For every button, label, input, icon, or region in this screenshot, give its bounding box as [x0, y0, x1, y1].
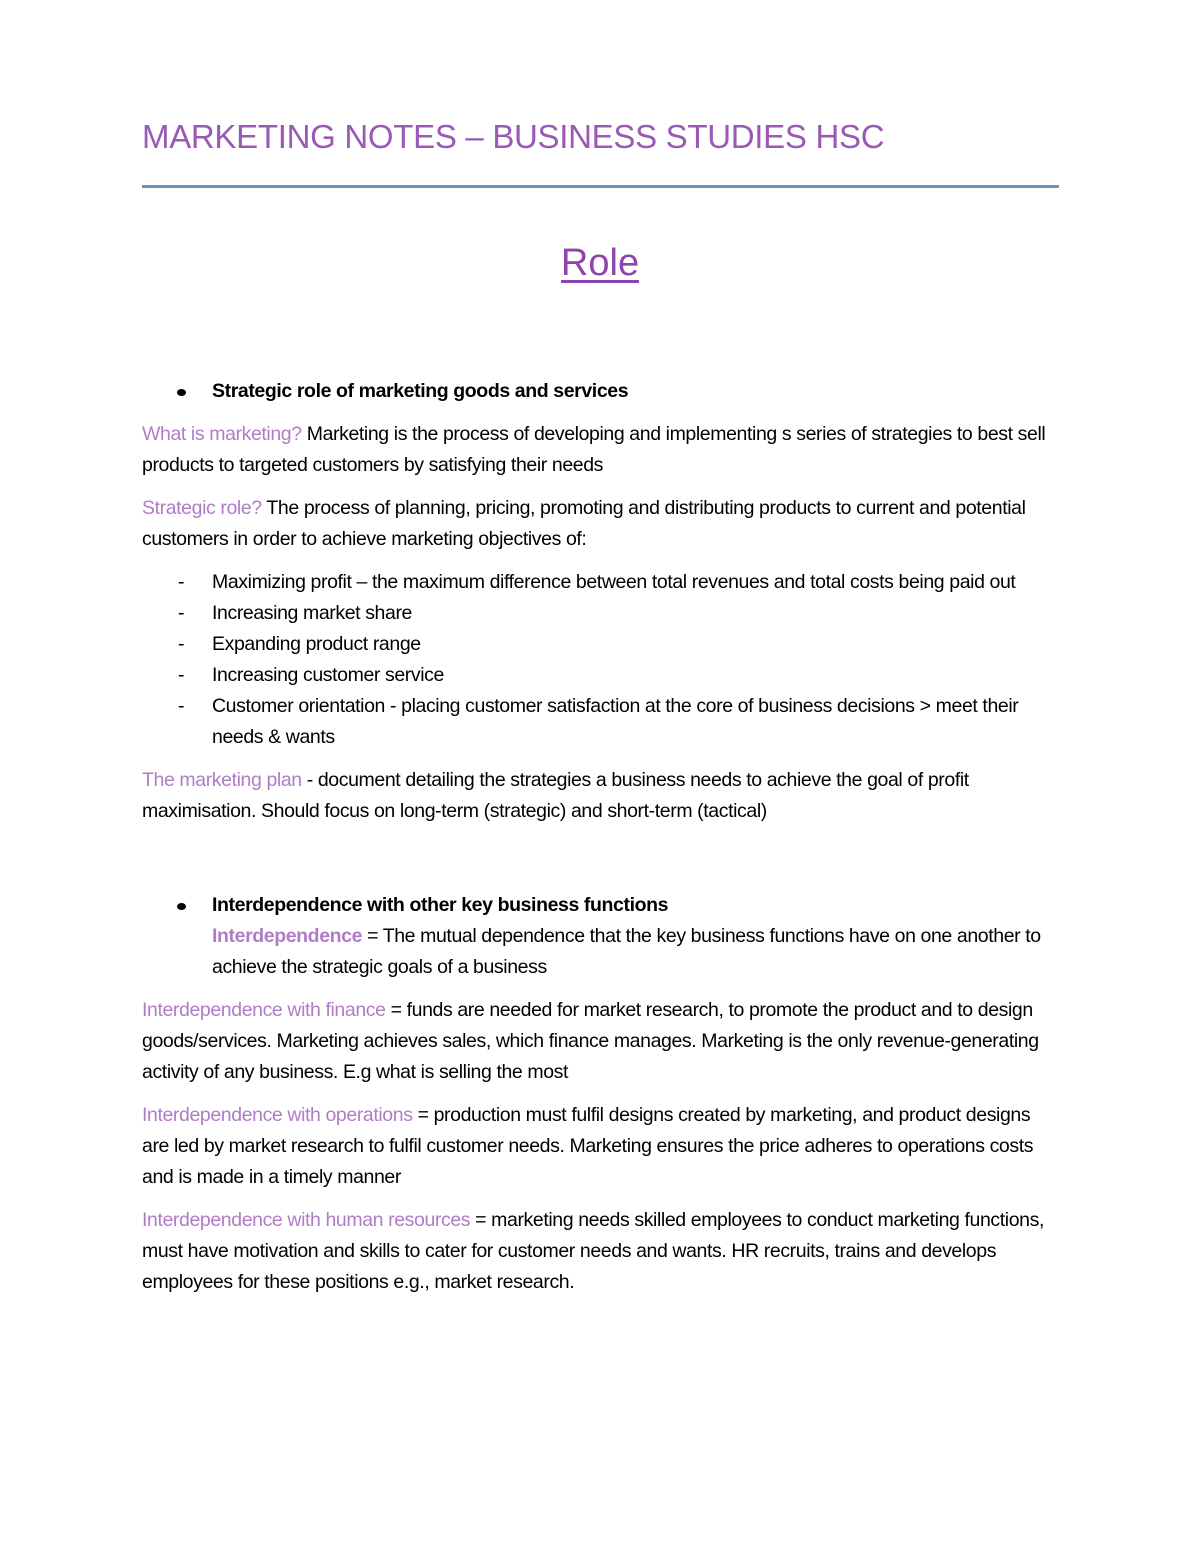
dash-icon: - — [178, 571, 185, 593]
document-title: MARKETING NOTES – BUSINESS STUDIES HSC — [142, 118, 885, 155]
paragraph-interdependence-operations — [142, 1100, 1057, 1193]
term-text: The process of planning, pricing, promoting and distributing products to current and potential customers in order to achieve marketing objectives of: — [142, 497, 1026, 550]
term-label: Interdependence with finance — [142, 999, 386, 1021]
term-text: Marketing is the process of developing and implementing s series of strategies to best sell products to targeted customers by satisfying their needs — [142, 423, 1046, 476]
paragraph-marketing-plan — [142, 765, 1057, 827]
list-item — [142, 567, 1057, 598]
bullet-heading-label: Interdependence with other key business functions — [212, 894, 669, 916]
term-label: Strategic role? — [142, 497, 262, 519]
list-item — [142, 598, 1057, 629]
bullet-heading-strategic — [142, 376, 1057, 407]
list-item-text: Increasing market share — [212, 602, 412, 624]
objectives-list — [142, 567, 1057, 753]
bullet-icon — [177, 903, 186, 910]
bullet-heading-label: Strategic role of marketing goods and services — [212, 380, 629, 402]
dash-icon: - — [178, 633, 185, 655]
list-item — [142, 691, 1057, 753]
paragraph-interdependence-finance — [142, 995, 1057, 1088]
list-item-text: Increasing customer service — [212, 664, 444, 686]
bullet-heading-interdependence — [142, 890, 1057, 921]
term-text: = production must fulfil designs created by marketing, and product designs are led by market research to fulfil customer needs. Marketing ensures the price adheres to operations costs and is made in a timely manner — [142, 1104, 1034, 1188]
bullet-icon — [177, 389, 186, 396]
list-item-text: Customer orientation - placing customer satisfaction at the core of business decisions > meet their needs & wants — [212, 695, 1019, 748]
paragraph-interdependence-definition — [142, 921, 1057, 983]
term-text: - document detailing the strategies a business needs to achieve the goal of profit maximisation. Should focus on long-term (strategic) and short-term (tactical) — [142, 769, 969, 822]
dash-icon: - — [178, 695, 185, 717]
term-text: = funds are needed for market research, to promote the product and to design goods/services. Marketing achieves sales, which finance manages. Marketing is the only revenue-generating activity of any business. E.g what is selling the most — [142, 999, 1039, 1083]
title-divider — [142, 185, 1059, 188]
term-text: = The mutual dependence that the key business functions have on one another to achieve the strategic goals of a business — [212, 925, 1041, 978]
document-body — [142, 376, 1057, 1298]
term-label: Interdependence — [212, 925, 363, 947]
list-item — [142, 629, 1057, 660]
paragraph-interdependence-hr — [142, 1205, 1057, 1298]
dash-icon: - — [178, 664, 185, 686]
term-text: = marketing needs skilled employees to conduct marketing functions, must have motivation and skills to cater for customer needs and wants. HR recruits, trains and develops employees for these positions e.g., market research. — [142, 1209, 1044, 1293]
paragraph-strategic-role — [142, 493, 1057, 555]
section-heading: Role — [560, 242, 640, 284]
term-label: Interdependence with human resources — [142, 1209, 471, 1231]
list-item-text: Maximizing profit – the maximum difference between total revenues and total costs being paid out — [212, 571, 1016, 593]
dash-icon: - — [178, 602, 185, 624]
list-item — [142, 660, 1057, 691]
term-label: Interdependence with operations — [142, 1104, 413, 1126]
term-label: The marketing plan — [142, 769, 302, 791]
term-label: What is marketing? — [142, 423, 302, 445]
list-item-text: Expanding product range — [212, 633, 421, 655]
paragraph-what-is-marketing — [142, 419, 1057, 481]
